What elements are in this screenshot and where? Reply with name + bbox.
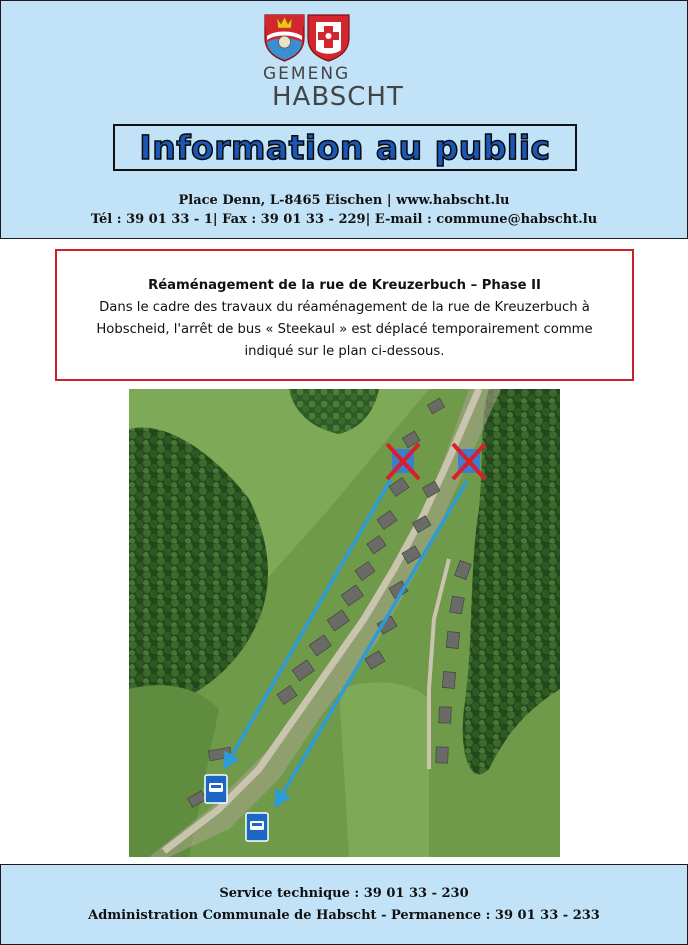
page-title: Information au public — [139, 128, 551, 167]
brand-top: GEMENG — [263, 64, 351, 84]
municipal-coat-of-arms-icon — [263, 12, 351, 62]
brand-main: HABSCHT — [272, 82, 404, 112]
title-box — [113, 124, 577, 171]
notice-box — [55, 249, 634, 381]
footer-service-technique: Service technique : 39 01 33 - 230 — [219, 886, 469, 901]
bus-stop-sign-icon — [205, 775, 227, 803]
header-banner — [0, 0, 688, 239]
map-field-south — [339, 682, 429, 857]
contact-phone-email: Tél : 39 01 33 - 1| Fax : 39 01 33 - 229| E-mail : commune@habscht.lu — [90, 212, 598, 227]
contact-address: Place Denn, L-8465 Eischen | www.habscht.lu — [178, 193, 510, 208]
notice-title: Réaménagement de la rue de Kreuzerbuch – Phase II — [148, 278, 541, 293]
notice-body-line: indiqué sur le plan ci-dessous. — [244, 344, 445, 359]
footer-banner — [0, 864, 688, 945]
bus-stop-sign-icon — [246, 813, 268, 841]
brand-logo-text — [263, 65, 413, 111]
notice-body-line: Dans le cadre des travaux du réaménagement de la rue de Kreuzerbuch à — [99, 300, 590, 315]
footer-administration: Administration Communale de Habscht - Permanence : 39 01 33 - 233 — [88, 908, 600, 923]
notice-body-line: Hobscheid, l'arrêt de bus « Steekaul » est déplacé temporairement comme — [96, 322, 593, 337]
aerial-map — [129, 389, 560, 857]
